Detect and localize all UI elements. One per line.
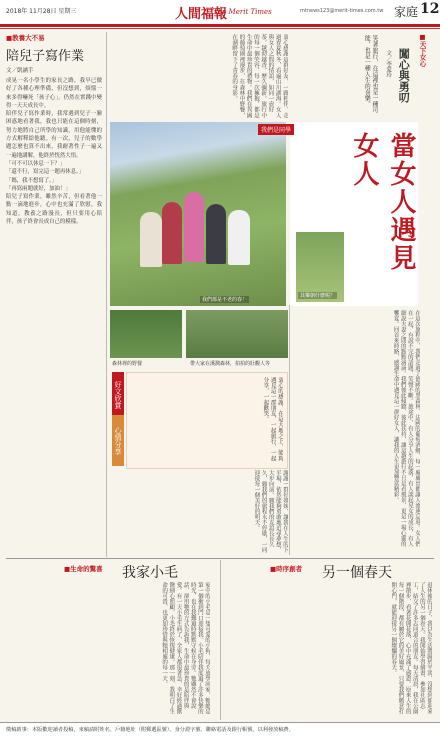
left-article-body: 成晃一名小學生的家長之路，我早已做好了各種心理準備，但沒想到，煩惱一來多得嚇死「孩子心」。仍然在實踐中變得一天天成長中。 陪伴兒子寫作業時，我常遇到兒子一臉困惑地看著我，我也只能在這個時刻，努力地將自己所學的知識，用他能懂的方式解釋給他聽。有一次，兒子的數學題怎麼也算不出來，我耐著性子一遍又一遍地講解，他終於恍然大悟。 「可不可以休息一下？」 「還不行，寫完這一題再休息。」 「媽，我不想寫了。」 「再寫兩題就好，加油！」 陪兒子寫作業，雖然辛苦，但看著他一點一滴地進步，心中也充滿了欣慰。我知道，教養之路漫長，但只要用心陪伴，孩子終會長成自己的模樣。 — [6, 78, 102, 226]
section-divider — [6, 558, 434, 559]
bottom-right-title: 另一個春天 — [322, 565, 392, 581]
group-photo-vineyard — [110, 122, 286, 306]
left-article-title: 陪兒子寫作業 — [6, 49, 85, 64]
feature-subtitle: 闖心與勇叨 — [397, 48, 411, 103]
forest-picnic-photo — [110, 310, 182, 358]
left-article-author: 文／凱涵手 — [6, 68, 34, 74]
footer-text: 徵稿啟事：本版歡迎讀者投稿，來稿請附姓名、戶籍地址（附郵遞區號）、身分證字號、聯絡電話及銀行帳號，以利發放稿費。 — [6, 727, 294, 733]
feature-body-right: 在這次旅程中，我們走過了德國的黑森林、法國的葡萄酒鄉，每一處風景都讓人流連忘返。女人們在一起，有說不完的話題，笑聲不斷。旅途中，有人分享人生的起落，有人談起兒女的成長，有人細說夫妻之間的點點滴滴。我們彼此傾聽、彼此扶持，讓這趟旅行不只是看風景，更是一場心靈的饗宴。回首來時路，感謝生命中遇見這一群好女人，讓我的人生更加豐富精彩。 — [392, 310, 420, 547]
column-divider-2 — [289, 305, 290, 555]
contact-email: mtnews123@merit-times.com.tw — [300, 8, 384, 14]
feature-body-bottom: 謝謝一群好姐妹，讓我在人生的下半場，依然能夠勇敢地追尋夢想，大步向前。願我們的友誼長長久久，願我們的旅程永不停歇，一同迎接每一個美好的明天。 — [253, 470, 288, 553]
page-footer — [0, 722, 440, 736]
left-article — [6, 33, 102, 553]
bottom-right-tag: ■時序創者 — [270, 565, 303, 573]
issue-date: 2018年 11月28日 星期三 — [6, 8, 77, 15]
quote-text: 衷心的感謝，在這大地之上，能夠遇見這一群朋友，一起旅行，一起分享，一起歡笑。 — [262, 377, 283, 461]
photo-badge: 我們是同學 — [258, 124, 294, 135]
newspaper-logo-en: The Merit Times — [213, 8, 272, 16]
feature-tag-block — [418, 33, 434, 67]
small-photo-right — [296, 232, 344, 302]
group-people — [140, 182, 258, 272]
header-rule — [0, 24, 440, 27]
feature-title: 當女人遇見女人 — [349, 132, 416, 272]
side-label-feature: 好文欣賞 — [112, 372, 124, 418]
column-divider — [106, 32, 107, 557]
bottom-right-body: 退休後的日子，我以為生活將歸於平淡，沒想到卻迎來了人生的另一個春天。我開始學習繪畫、參加社區志工，結交了許多志同道合的朋友。每天清晨，我在公園裡散步，看著花開花落，心中充滿了感恩。原來人生的每一個階段，都有屬於它的美好風景，只要我們願意打開心門，就能迎接另一個燦爛的春天。 — [390, 582, 432, 714]
left-article-tag: ■教養大不易 — [6, 34, 45, 42]
side-label-share: 心情分享 — [112, 415, 124, 466]
photo-caption-4: 森林裡的野餐 — [112, 361, 143, 367]
forest-group-photo — [186, 310, 288, 358]
feature-author: 文／李愛玲 — [385, 50, 392, 78]
page-number: 12 — [420, 1, 440, 17]
newspaper-logo: 人間福報 — [175, 7, 228, 22]
feature-title-panel — [290, 122, 418, 306]
bottom-left-body: 家中的小毛是一隻可愛的小狗，每天放學回家，牠總是第一個衝到門口迎接我。小毛陪伴我度過了許多快樂的時光，也在我難過時默默守候在身旁。牠雖然不會說話，卻用牠的方式告訴我，生命中最珍貴的是陪伴與愛。有一天小毛生病了，全家人都很著急，幸好經過獸醫細心照顧，小毛終於恢復健康。那一刻，我明白了生命的可貴，也更加珍惜與牠相處的每一天。 — [161, 582, 210, 714]
photo-caption-5: 帶大家在溪澗森林，拍拍的壯觀人等 — [190, 361, 271, 367]
feature-tag: ■天下女心 — [418, 33, 427, 67]
page-header — [0, 0, 440, 29]
column-divider-3 — [220, 560, 221, 720]
bottom-left-title: 我家小毛 — [122, 565, 178, 581]
photo-caption-1: 我們都是不老的春！ — [202, 297, 248, 303]
quote-box — [126, 372, 288, 469]
feature-intro: 笑著旅行，在這裡也是一種可能，也是一種人生的喜樂。 — [363, 35, 378, 113]
photo-caption-2: 其樂朝什麼呢？ — [300, 293, 336, 299]
feature-body-top: 衷心感謝這群好友，一路相伴，走過春夏秋冬，看遍山川湖海。女人與女人之間的情誼，如同一壺好茶，越沏越香，歷久彌新。旅行中的每一個笑容、每一次擁抱，都是生命中最珍貴的禮物。我們在異國的葡萄園裡漫步，在森林中野餐，在湖畔留下了青春的身影。 — [231, 34, 288, 118]
section-name: 家庭 — [394, 5, 419, 19]
bottom-left-tag: ■生命的驚喜 — [64, 565, 103, 573]
